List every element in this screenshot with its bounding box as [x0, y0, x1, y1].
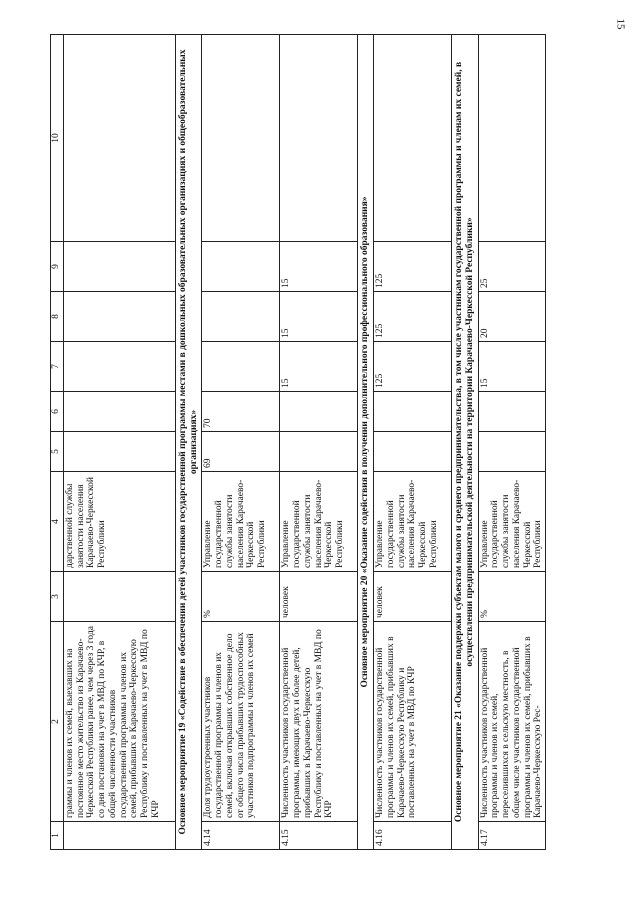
cell-value	[202, 242, 280, 292]
cell-indicator-name: Численность участников государственной программы и членов их семей, переселившихся в сельскую местность, в общем числе участников государственной программы и членов их семей, прибывших в Карачаево-Черкесскую Рес-	[478, 622, 545, 822]
table-row-continued	[64, 35, 176, 850]
section-title: Основное мероприятие 21 «Оказание поддержки субъектам малого и среднего предпринимательства, в том числе участникам государственной программы и членам их семей, в осуществлении предпринимательской деятельности на территории Карачаево-Черкесской Республики»	[452, 35, 478, 850]
table-row-4-14	[202, 35, 280, 850]
col-header-9: 9	[51, 242, 64, 292]
cell-value	[202, 342, 280, 392]
cell-value: 15	[478, 342, 545, 392]
col-header-5: 5	[51, 432, 64, 472]
cell-indicator-name: Численность участников государственной программы и членов их семей, прибывших в Карачаево-Черкесскую Республику и поставленных на учет в МВД по КЧР	[374, 622, 452, 822]
cell-value: 125	[374, 292, 452, 342]
cell-indicator-name: Численность участников государственной программы, имеющих двух и более детей, прибывших в Карачаево-Черкесскую Республику и поставленных на учет в МВД по КЧР	[280, 622, 358, 822]
cell-value	[64, 242, 176, 292]
cell-num	[64, 822, 176, 850]
cell-indicator-name: граммы и членов их семей, выехавших на постоянное место жительство из Карачаево-Черкесской Республики ранее, чем через 3 года со дня постановки на учет в МВД по КЧР, в общей численности участников государственной программы и членов их семей, прибывших в Карачаево-Черкесскую Республику и поставленных на учет в МВД по КЧР	[64, 622, 176, 822]
cell-value: 15	[280, 342, 358, 392]
cell-value: 15	[280, 292, 358, 342]
cell-num: 4.17	[478, 822, 545, 850]
page-number: 15	[614, 18, 627, 30]
cell-value: 125	[374, 342, 452, 392]
cell-value	[478, 392, 545, 432]
cell-unit: %	[202, 572, 280, 622]
col-header-4: 4	[51, 472, 64, 572]
cell-value	[280, 392, 358, 432]
rotated-table-container	[50, 35, 544, 850]
col-header-2: 2	[51, 622, 64, 822]
cell-value	[64, 342, 176, 392]
col-header-7: 7	[51, 342, 64, 392]
section-row-19	[176, 35, 202, 850]
table-row-4-15	[280, 35, 358, 850]
cell-value	[478, 35, 545, 242]
cell-indicator-name: Доля трудоустроенных участников государственной программы и членов их семей, включая открывших собственное дело от общего числа прибывших трудоспособных участников подпрограммы и членов их семей	[202, 622, 280, 822]
cell-value: 70	[202, 392, 280, 432]
indicators-table	[50, 34, 546, 850]
col-header-1: 1	[51, 822, 64, 850]
cell-value: 20	[478, 292, 545, 342]
cell-value	[64, 392, 176, 432]
cell-value	[280, 432, 358, 472]
cell-value	[202, 292, 280, 342]
cell-unit	[64, 572, 176, 622]
cell-unit: человек	[280, 572, 358, 622]
table-row-4-16	[374, 35, 452, 850]
cell-value	[478, 432, 545, 472]
cell-value	[64, 432, 176, 472]
cell-executor: Управление государственной службы занятости населения Карачаево-Черкесской Республики	[202, 472, 280, 572]
table-row-4-17	[478, 35, 545, 850]
cell-value	[374, 432, 452, 472]
section-row-21	[452, 35, 478, 850]
section-row-20	[358, 35, 374, 850]
cell-value	[64, 35, 176, 242]
col-header-3: 3	[51, 572, 64, 622]
cell-executor: дарственной службы занятости населения Карачаево-Черкесской Республики	[64, 472, 176, 572]
cell-executor: Управление государственной службы занятости населения Карачаево-Черкесской Республики	[374, 472, 452, 572]
section-title: Основное мероприятие 20 «Оказание содействия в получении дополнительного профессионального образования»	[358, 35, 374, 850]
col-header-10: 10	[51, 35, 64, 242]
cell-value	[202, 35, 280, 242]
cell-unit: человек	[374, 572, 452, 622]
cell-value	[64, 292, 176, 342]
cell-value: 25	[478, 242, 545, 292]
cell-value	[280, 35, 358, 242]
cell-num: 4.16	[374, 822, 452, 850]
cell-num: 4.14	[202, 822, 280, 850]
cell-executor: Управление государственной службы занятости населения Карачаево-Черкесской Республики	[280, 472, 358, 572]
cell-value	[374, 35, 452, 242]
col-header-8: 8	[51, 292, 64, 342]
cell-value: 69	[202, 432, 280, 472]
header-row	[51, 35, 64, 850]
cell-value: 125	[374, 242, 452, 292]
col-header-6: 6	[51, 392, 64, 432]
cell-num: 4.15	[280, 822, 358, 850]
cell-unit: %	[478, 572, 545, 622]
cell-value: 15	[280, 242, 358, 292]
cell-value	[374, 392, 452, 432]
cell-executor: Управление государственной службы занятости населения Карачаево-Черкесской Республики	[478, 472, 545, 572]
section-title: Основное мероприятие 19 «Содействие в обеспечении детей участников государственной программы местами в дошкольных образовательных организациях и общеобразовательных организациях»	[176, 35, 202, 850]
